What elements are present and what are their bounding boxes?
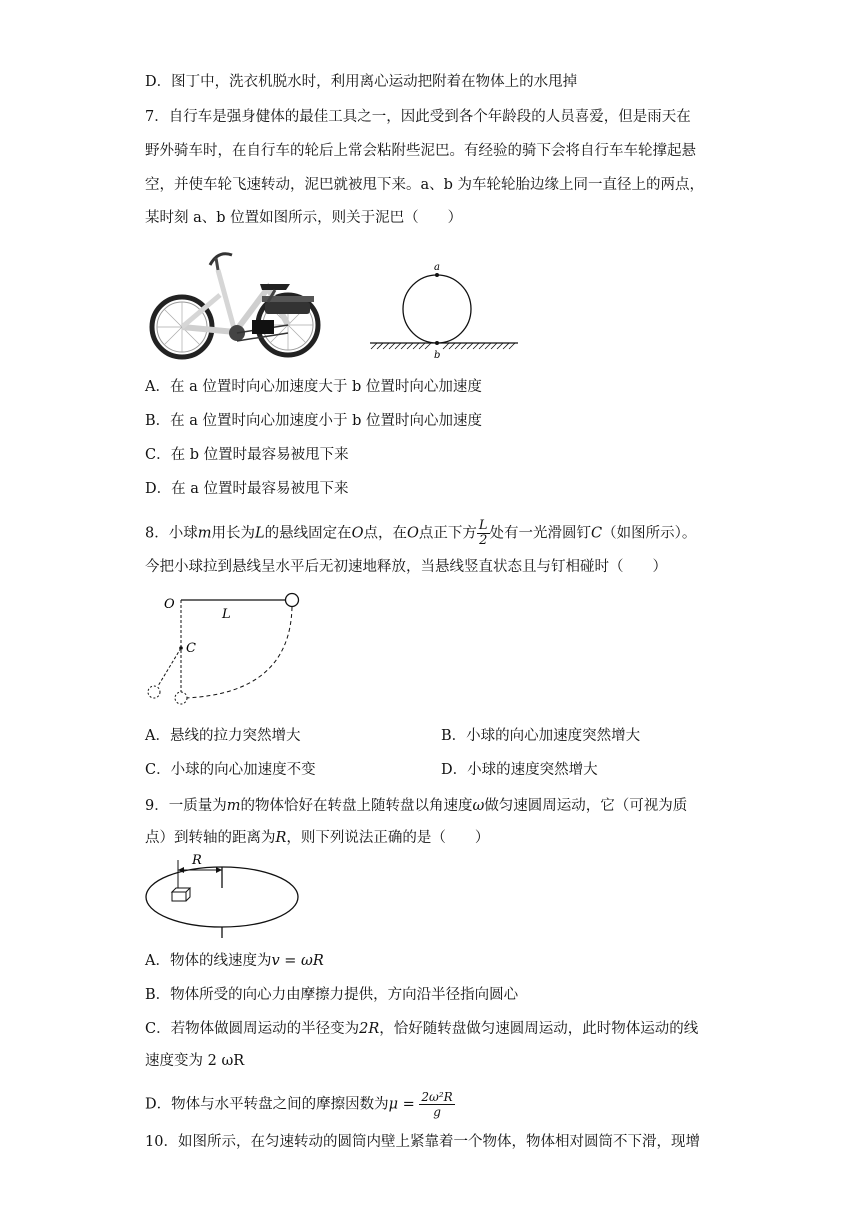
q9-option-b: B．物体所受的向心力由摩擦力提供，方向沿半径指向圆心 bbox=[145, 987, 519, 1003]
q7-option-b: B．在 a 位置时向心加速度小于 b 位置时向心加速度 bbox=[145, 413, 483, 429]
turntable-diagram bbox=[140, 850, 310, 940]
q8-stem-line1: 8．小球m用长为L的悬线固定在O点，在O点正下方 $\frac{L}{2}$ 处有一光滑圆钉C（如图所示）。 bbox=[145, 518, 697, 548]
fraction-L-over-2: $\frac{L}{2}$ bbox=[478, 518, 488, 548]
point-b-label: b bbox=[434, 350, 441, 361]
q10-stem-line1: 10．如图所示，在匀速转动的圆筒内壁上紧靠着一个物体，物体相对圆筒不下滑，现增 bbox=[145, 1134, 700, 1150]
q7-option-c: C．在 b 位置时最容易被甩下来 bbox=[145, 447, 349, 463]
q8-stem-line2: 今把小球拉到悬线呈水平后无初速地释放，当悬线竖直状态且与钉相碰时（ ） bbox=[145, 559, 667, 575]
q8-option-c: C．小球的向心加速度不变 bbox=[145, 762, 316, 778]
point-a-label: a bbox=[434, 262, 440, 273]
q6-option-d: D．图丁中，洗衣机脱水时，利用离心运动把附着在物体上的水甩掉 bbox=[145, 74, 578, 90]
q7-stem-line3: 空，并使车轮飞速转动，泥巴就被甩下来。a、b 为车轮轮胎边缘上同一直径上的两点， bbox=[145, 177, 705, 193]
q7-stem-line4: 某时刻 a、b 位置如图所示，则关于泥巴（ ） bbox=[145, 210, 463, 226]
point-b-dot bbox=[435, 341, 439, 345]
q9-option-c-line1: C．若物体做圆周运动的半径变为2R，恰好随转盘做匀速圆周运动，此时物体运动的线 bbox=[145, 1021, 699, 1037]
q9-option-c-line2: 速度变为 2 ωR bbox=[145, 1053, 245, 1069]
fig-label-R: R bbox=[192, 853, 202, 868]
q8-option-a: A．悬线的拉力突然增大 bbox=[145, 728, 301, 744]
bicycle-photo bbox=[140, 240, 330, 360]
q9-stem-line1: 9．一质量为m的物体恰好在转盘上随转盘以角速度ω做匀速圆周运动，它（可视为质 bbox=[145, 798, 688, 814]
pendulum-diagram bbox=[140, 588, 310, 713]
q8-option-d: D．小球的速度突然增大 bbox=[441, 762, 598, 778]
q9-option-d: D．物体与水平转盘之间的摩擦因数为μ = $\frac{\text{2ω²R}}{g}$ bbox=[145, 1090, 453, 1119]
fraction-friction-coefficient: $\frac{\text{2ω²R}}{g}$ bbox=[421, 1090, 453, 1119]
fig-label-O: O bbox=[164, 597, 175, 612]
q8-option-b: B．小球的向心加速度突然增大 bbox=[441, 728, 641, 744]
fig-label-C: C bbox=[186, 641, 196, 656]
q9-stem-line2: 点）到转轴的距离为R，则下列说法正确的是（ ） bbox=[145, 830, 490, 846]
wheel-diagram bbox=[365, 258, 525, 362]
q9-option-a: A．物体的线速度为v = ωR bbox=[145, 953, 324, 969]
fig-label-L: L bbox=[222, 607, 231, 622]
q7-option-d: D．在 a 位置时最容易被甩下来 bbox=[145, 481, 349, 497]
q7-option-a: A．在 a 位置时向心加速度大于 b 位置时向心加速度 bbox=[145, 379, 482, 395]
point-a-dot bbox=[435, 273, 439, 277]
q7-stem-line2: 野外骑车时，在自行车的轮后上常会粘附些泥巴。有经验的骑下会将自行车车轮撑起悬 bbox=[145, 143, 696, 159]
q7-stem-line1: 7．自行车是强身健体的最佳工具之一，因此受到各个年龄段的人员喜爱，但是雨天在 bbox=[145, 109, 691, 125]
